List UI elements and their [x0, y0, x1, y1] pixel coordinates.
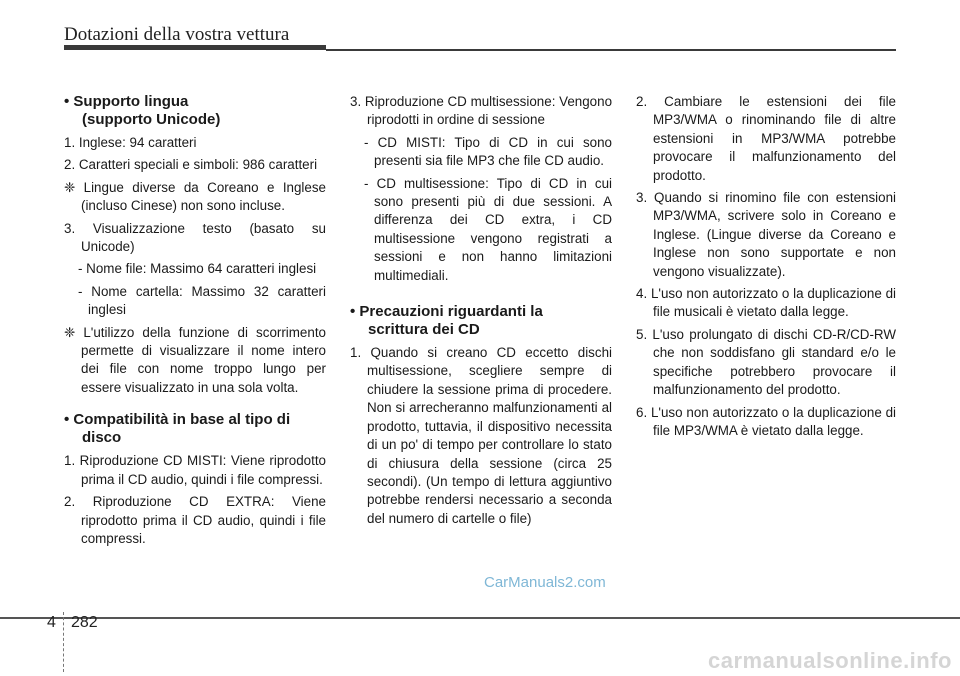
section-heading-cd-writing: • Precauzioni riguardanti la scrittura dei CD: [350, 303, 543, 338]
header-bar: [64, 45, 326, 50]
list-item: 4. L'uso non autorizzato o la duplicazione di file musicali è vietato dalla legge.: [636, 286, 896, 320]
list-item: 3. Quando si rinomino file con estensioni MP3/WMA, scrivere solo in Coreano e Inglese. (Lingue diverse da Coreano e Inglese non sono supportate e non vengono visualizzate).: [636, 190, 896, 279]
list-item: 3. Riproduzione CD multisessione: Vengono riprodotti in ordine di sessione: [350, 94, 613, 128]
sub-item: - CD MISTI: Tipo di CD in cui sono presenti sia file MP3 che file CD audio.: [364, 134, 612, 169]
watermark-link[interactable]: CarManuals2.com: [484, 574, 606, 591]
note: ❈ Lingue diverse da Coreano e Inglese (incluso Cinese) non sono incluse.: [64, 179, 326, 214]
list-item: 5. L'uso prolungato di dischi CD-R/CD-RW che non soddisfano gli standard e/o le specifiche potrebbero provocare il malfunzionamento del prodotto.: [636, 326, 896, 398]
list-item: 6. L'uso non autorizzato o la duplicazione di file MP3/WMA è vietato dalla legge.: [636, 404, 896, 438]
sub-item: - CD multisessione: Tipo di CD in cui sono presenti più di due sessioni. A differenza dei CD extra, i CD multisessione vengono registrati a sessioni e non hanno limitazioni multimediali.: [364, 175, 612, 283]
column-1: [64, 93, 326, 552]
list-item: 1. Riproduzione CD MISTI: Viene riprodotto prima il CD audio, quindi i file compressi.: [64, 453, 326, 487]
list-item: 1. Quando si creano CD eccetto dischi multisessione, scegliere sempre di chiudere la sessione prima di procedere. Non si arrecheranno malfunzionamenti al prodotto, tuttavia, il dispositivo necessita di un po' di tempo per controllare lo stato di chiusura della sessione (circa 25 secondi). (Un tempo di lettura aggiuntivo potrebbe rendersi necessario a seconda del numero di cartelle o file): [350, 345, 612, 526]
list-item: 1. Inglese: 94 caratteri: [64, 135, 197, 150]
page-header-title: Dotazioni della vostra vettura: [64, 24, 290, 45]
footer-watermark: carmanualsonline.info: [708, 648, 952, 673]
section-heading-compatibility: • Compatibilità in base al tipo di disco: [64, 411, 291, 446]
section-heading-language-support: • Supporto lingua (supporto Unicode): [64, 93, 221, 128]
note: ❈ L'utilizzo della funzione di scorrimento permette di visualizzare il nome intero dei file con nome troppo lungo per essere visualizzato in una sola volta.: [64, 324, 326, 395]
sub-item: - Nome cartella: Massimo 32 caratteri inglesi: [78, 283, 326, 318]
list-item: 2. Riproduzione CD EXTRA: Viene riprodotto prima il CD audio, quindi i file compressi.: [64, 494, 326, 546]
chapter-number: 4: [47, 614, 56, 631]
sub-item: - Nome file: Massimo 64 caratteri inglesi: [78, 261, 317, 277]
header-rule: [326, 49, 896, 51]
page-number: 282: [71, 614, 98, 631]
list-item: 3. Visualizzazione testo (basato su Unicode): [64, 220, 326, 255]
list-item: 2. Cambiare le estensioni dei file MP3/WMA o rinominando file di altre estensioni in MP3/WMA potrebbe provocare il malfunzionamento del prodotto.: [636, 94, 896, 183]
column-2: [350, 93, 612, 532]
footer-divider: [63, 612, 66, 672]
footer-rule: [0, 617, 960, 619]
list-item: 2. Caratteri speciali e simboli: 986 caratteri: [64, 157, 318, 173]
column-3: [636, 93, 896, 444]
